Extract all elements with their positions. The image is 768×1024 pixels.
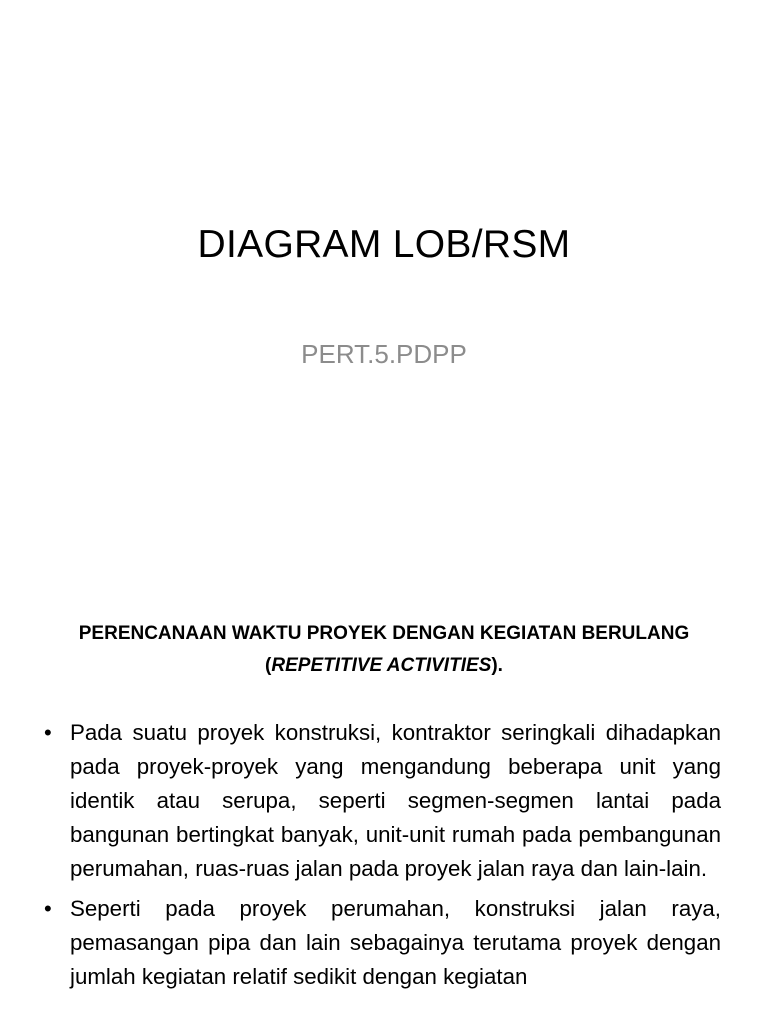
slide-title: DIAGRAM LOB/RSM xyxy=(197,223,571,266)
bullet-item xyxy=(44,716,721,886)
bullet-list xyxy=(44,716,721,1000)
heading-open-paren: ( xyxy=(265,655,272,676)
heading-italic-term: REPETITIVE ACTIVITIES xyxy=(271,655,492,676)
content-slide xyxy=(0,576,768,1024)
bullet-item xyxy=(44,892,721,994)
slide-subtitle: PERT.5.PDPP xyxy=(301,339,467,369)
bullet-icon: • xyxy=(44,720,52,745)
content-heading xyxy=(40,618,728,682)
bullet-text: Seperti pada proyek perumahan, konstruksi jalan raya, pemasangan pipa dan lain sebagainya terutama proyek dengan jumlah kegiatan relatif sedikit dengan kegiatan xyxy=(70,896,721,989)
heading-line-1: PERENCANAAN WAKTU PROYEK DENGAN KEGIATAN BERULANG xyxy=(78,623,690,644)
bullet-text: Pada suatu proyek konstruksi, kontraktor seringkali dihadapkan pada proyek-proyek yang mengandung beberapa unit yang identik atau serupa, seperti segmen-segmen lantai pada bangunan bertingkat banyak, unit-unit rumah pada pembangunan perumahan, ruas-ruas jalan pada proyek jalan raya dan lain-lain. xyxy=(70,720,721,881)
heading-close-paren: ). xyxy=(491,655,503,676)
bullet-icon: • xyxy=(44,896,52,921)
